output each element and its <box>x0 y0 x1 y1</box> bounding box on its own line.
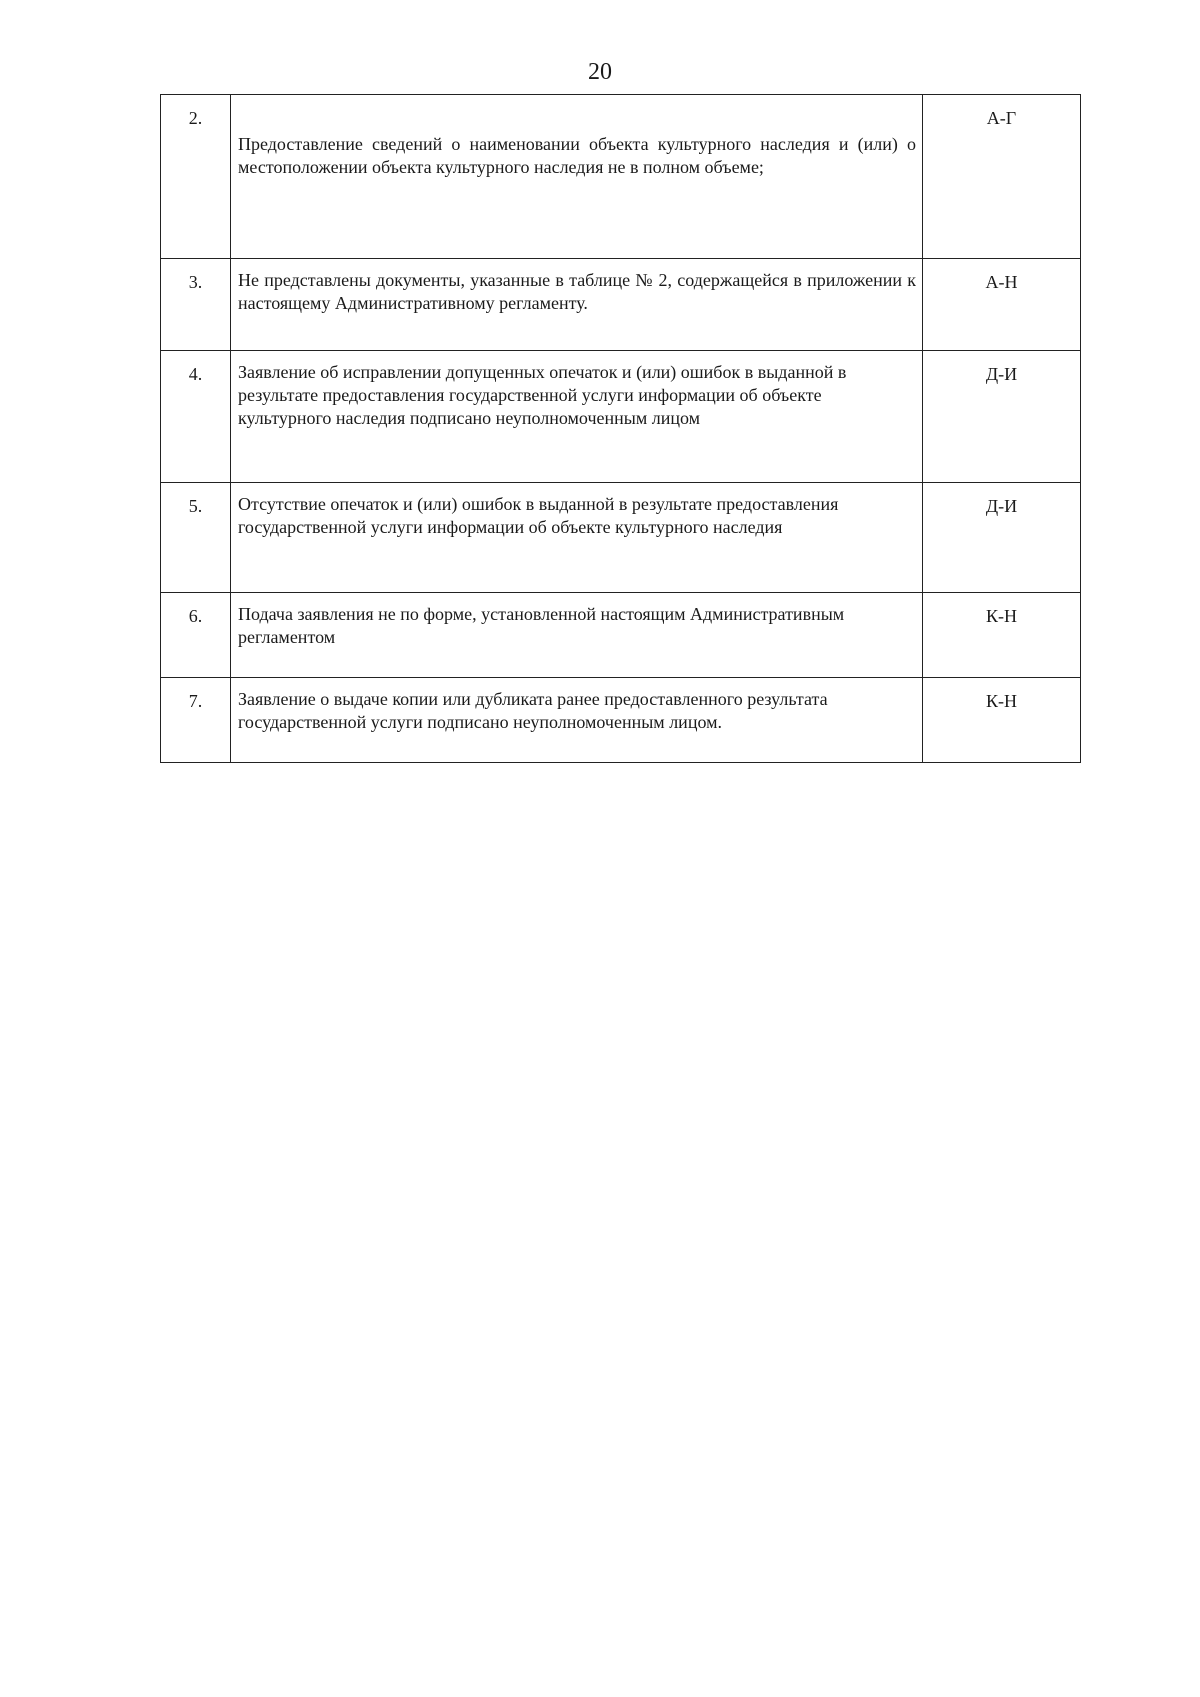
row-code: Д-И <box>923 351 1081 483</box>
row-text-content: Не представлены документы, указанные в таблице № 2, содержащейся в приложении к настоящему Административному регламенту. <box>238 270 916 313</box>
table-row <box>161 259 1081 351</box>
row-text <box>231 593 923 678</box>
row-text-content: Подача заявления не по форме, установленной настоящим Административным регламентом <box>238 604 845 647</box>
row-number: 5. <box>161 483 231 593</box>
row-text <box>231 259 923 351</box>
row-text-content: Заявление об исправлении допущенных опечаток и (или) ошибок в выданной в результате предоставления государственной услуги информации об объекте культурного наследия подписано неуполномоченным лицом <box>238 362 847 428</box>
page-number: 20 <box>588 59 612 85</box>
table-row <box>161 95 1081 259</box>
row-number: 3. <box>161 259 231 351</box>
table-row <box>161 351 1081 483</box>
row-code: А-Г <box>923 95 1081 259</box>
row-text <box>231 95 923 259</box>
row-text <box>231 351 923 483</box>
row-text-content: Предоставление сведений о наименовании объекта культурного наследия и (или) о местоположении объекта культурного наследия не в полном объеме; <box>238 134 916 177</box>
document-table <box>160 94 1081 763</box>
row-code: К-Н <box>923 678 1081 763</box>
row-text <box>231 678 923 763</box>
row-number: 6. <box>161 593 231 678</box>
row-text <box>231 483 923 593</box>
table-row <box>161 483 1081 593</box>
row-number: 4. <box>161 351 231 483</box>
table-row <box>161 593 1081 678</box>
row-code: Д-И <box>923 483 1081 593</box>
row-code: А-Н <box>923 259 1081 351</box>
row-number: 7. <box>161 678 231 763</box>
row-text-content: Заявление о выдаче копии или дубликата ранее предоставленного результата государственной услуги подписано неуполномоченным лицом. <box>238 689 828 732</box>
row-code: К-Н <box>923 593 1081 678</box>
table-row <box>161 678 1081 763</box>
row-number: 2. <box>161 95 231 259</box>
row-text-content: Отсутствие опечаток и (или) ошибок в выданной в результате предоставления государственной услуги информации об объекте культурного наследия <box>238 494 839 537</box>
